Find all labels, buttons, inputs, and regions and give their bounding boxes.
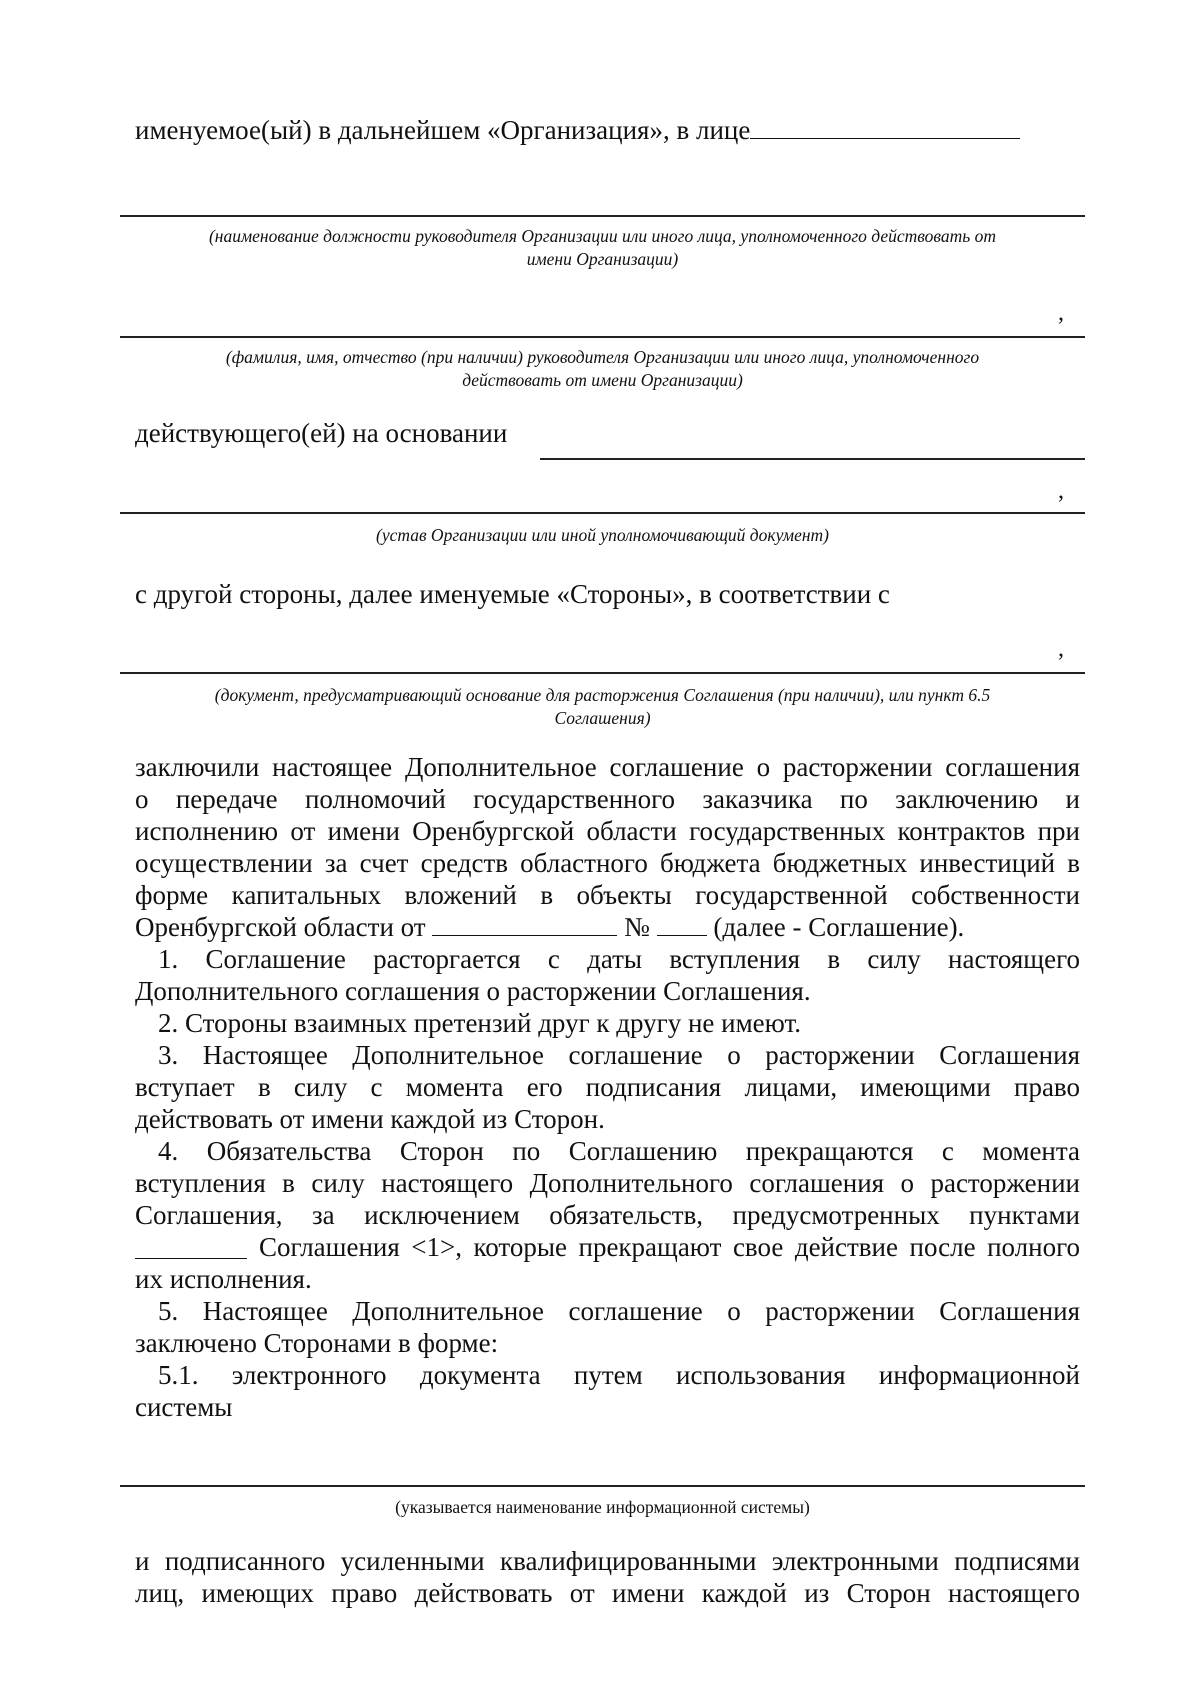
name-rule [120,336,1085,338]
number-blank [657,934,707,936]
clauses-blank [135,1257,247,1259]
note-position-line-2: имени Организации) [526,249,679,269]
system-rule [120,1485,1085,1487]
intro-line-organization [135,114,1020,146]
acting-basis-text: действующего(ей) на основании [135,418,508,448]
para-1-line-1: 1. Соглашение расторгается с даты вступления в силу настоящего [158,944,1080,974]
other-side-text: с другой стороны, далее именуемые «Стороны», в соответствии с [135,579,890,609]
body-line-4: осуществлении за счет средств областного бюджета бюджетных инвестиций в [135,848,1080,878]
para-3-line-2: вступает в силу с момента его подписания лицами, имеющими право [135,1072,1080,1102]
note-charter: (устав Организации или иной уполномочивающий документ) [376,525,829,545]
body-line-2: о передаче полномочий государственного заказчика по заключению и [135,784,1080,814]
note-position [120,225,1085,271]
intro-text: именуемое(ый) в дальнейшем «Организация», в лице [135,115,751,145]
para-5-line-2: заключено Сторонами в форме: [135,1328,499,1358]
para-4-line-3: Соглашения, за исключением обязательств, предусмотренных пунктами [135,1200,1080,1230]
para-2: 2. Стороны взаимных претензий друг к другу не имеют. [158,1008,802,1038]
comma-2: , [1058,478,1064,504]
para-3-line-3: действовать от имени каждой из Сторон. [135,1104,605,1134]
number-sign: № [624,912,650,942]
body-line-3: исполнению от имени Оренбургской области государственных контрактов при [135,816,1080,846]
body-line-6 [135,911,1080,943]
body-line-1: заключили настоящее Дополнительное соглашение о расторжении соглашения [135,752,1080,782]
para-1-line-2: Дополнительного соглашения о расторжении Соглашения. [135,976,811,1006]
body-line-6-text-a: Оренбургской области от [135,912,426,942]
para-4-line-1: 4. Обязательства Сторон по Соглашению прекращаются с момента [158,1136,1080,1166]
note-name-line-2: действовать от имени Организации) [462,370,743,390]
para-4-line-5: их исполнения. [135,1264,312,1294]
final-line-2: лиц, имеющих право действовать от имени каждой из Сторон настоящего [135,1578,1080,1608]
charter-rule [120,512,1085,514]
para-4-line-4 [135,1231,1080,1263]
para-5-1-line-2: системы [135,1392,233,1422]
note-system: (указывается наименование информационной системы) [395,1497,810,1517]
representative-blank [750,137,1020,139]
para-4-line-4-text: Соглашения <1>, которые прекращают свое действие после полного [259,1232,1080,1262]
position-rule [120,215,1085,217]
para-4-line-2: вступления в силу настоящего Дополнительного соглашения о расторжении [135,1168,1080,1198]
body-line-5: форме капитальных вложений в объекты государственной собственности [135,880,1080,910]
comma-3: , [1058,636,1064,662]
para-5-1-line-1: 5.1. электронного документа путем использования информационной [158,1360,1080,1390]
basis-rule [540,458,1085,460]
note-name [120,346,1085,392]
body-line-6-text-c: (далее - Соглашение). [713,912,965,942]
final-line-1: и подписанного усиленными квалифицированными электронными подписями [135,1546,1080,1576]
date-blank [432,934,617,936]
note-position-line-1: (наименование должности руководителя Организации или иного лица, уполномоченного действовать от [208,226,997,246]
para-5-line-1: 5. Настоящее Дополнительное соглашение о расторжении Соглашения [158,1296,1080,1326]
note-document-line-1: (документ, предусматривающий основание для расторжения Соглашения (при наличии), или пункт 6.5 [214,685,991,705]
comma-1: , [1058,300,1064,326]
document-rule [120,672,1085,674]
note-document [120,684,1085,730]
para-3-line-1: 3. Настоящее Дополнительное соглашение о расторжении Соглашения [158,1040,1080,1070]
note-document-line-2: Соглашения) [554,708,651,728]
note-name-line-1: (фамилия, имя, отчество (при наличии) руководителя Организации или иного лица, уполномоченного [225,347,980,367]
